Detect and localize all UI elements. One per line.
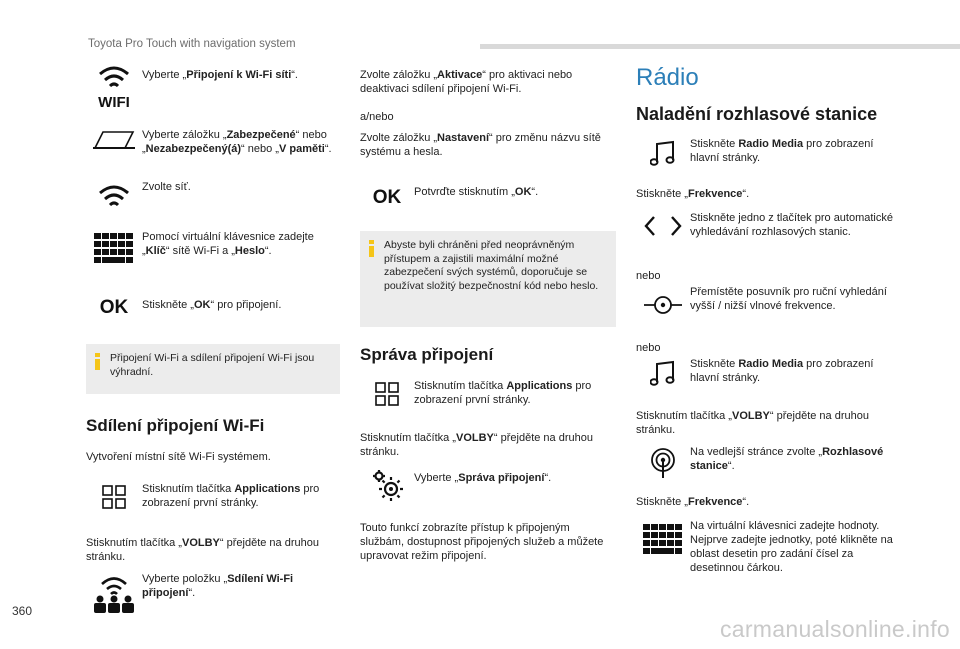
section-title: Sdílení připojení Wi-Fi: [86, 416, 265, 435]
section-intro: Vytvoření místní sítě Wi-Fi systémem.: [86, 451, 271, 463]
wifi-icon-text: WIFI: [98, 94, 130, 110]
chevrons-left-right-icon: [636, 211, 690, 241]
step-text: Stisknutím tlačítka Applications pro zobrazení první stránky.: [142, 483, 320, 509]
slider-icon: [636, 285, 690, 325]
step-connection-management: [360, 467, 616, 513]
paragraph-or: nebo: [636, 270, 661, 282]
header-rule: [480, 44, 960, 49]
step-radio-media: [636, 357, 898, 401]
wifi-sharing-icon: [86, 572, 142, 616]
step-select-wifi: [86, 62, 340, 122]
info-icon: [369, 240, 374, 257]
paragraph: Stisknutím tlačítka „VOLBY“ přejděte na druhou stránku.: [86, 537, 319, 563]
step-text: Vyberte záložku „Zabezpečené“ nebo „Nezabezpečený(á)“ nebo „V paměti“.: [142, 129, 332, 155]
step-auto-search: [636, 211, 898, 263]
step-text: Vyberte položku „Sdílení Wi-Fi připojení“.: [142, 573, 294, 599]
ok-icon: [86, 292, 142, 320]
step-text: Na virtuální klávesnici zadejte hodnoty. Nejprve zadejte jednotky, poté klikněte na oblast desetin pro zadání čísel za desetinnou čárkou.: [690, 520, 893, 574]
step-radio-media: [636, 137, 898, 181]
step-press-ok: [86, 292, 340, 336]
step-applications: [86, 482, 340, 528]
ok-icon-text: OK: [372, 187, 402, 207]
music-note-icon: [636, 357, 690, 391]
paragraph: Stiskněte „Frekvence“.: [636, 496, 750, 508]
step-text: Vyberte „Připojení k Wi-Fi síti“.: [142, 69, 298, 81]
step-text: Stiskněte jedno z tlačítek pro automatické vyhledávání rozhlasových stanic.: [690, 212, 893, 238]
wifi-icon: [86, 62, 142, 112]
music-note-icon: [636, 137, 690, 171]
step-text: Vyberte „Správa připojení“.: [414, 472, 552, 484]
info-note: Abyste byli chráněni před neoprávněným přístupem a zajistili maximální možné zabezpečení svých systémů, doporučuje se používat složitý bezpečnostní kód nebo heslo.: [360, 231, 616, 327]
paragraph-or: a/nebo: [360, 111, 394, 123]
watermark: carmanualsonline.info: [719, 616, 950, 642]
paragraph: Touto funkcí zobrazíte přístup k připojeným službám, dostupnost připojených služeb a můžete upravovat režim připojení.: [360, 522, 604, 562]
applications-icon: [360, 379, 414, 409]
step-text: Pomocí virtuální klávesnice zadejte „Klíč“ sítě Wi-Fi a „Heslo“.: [142, 231, 314, 257]
step-enter-key: [86, 230, 340, 282]
step-text: Zvolte síť.: [142, 181, 191, 193]
info-note: Připojení Wi-Fi a sdílení připojení Wi-Fi jsou výhradní.: [86, 344, 340, 394]
column-1: [86, 62, 340, 622]
keyboard-icon: [636, 519, 690, 559]
column-2: [360, 62, 616, 563]
chapter-heading: Rádio: [636, 64, 699, 91]
page-number: 360: [12, 604, 33, 618]
ok-icon-text: OK: [99, 297, 129, 317]
step-text: Stiskněte Radio Media pro zobrazení hlavní stránky.: [690, 138, 874, 164]
applications-icon: [86, 482, 142, 512]
settings-icon: [360, 467, 414, 503]
paragraph: Zvolte záložku „Nastavení“ pro změnu názvu sítě systému a hesla.: [360, 132, 601, 158]
step-security-tab: [86, 128, 340, 176]
step-text: Na vedlejší stránce zvolte „Rozhlasové stanice“.: [690, 446, 884, 472]
section-title: Správa připojení: [360, 345, 494, 364]
paragraph: Zvolte záložku „Aktivace“ pro aktivaci nebo deaktivaci sdílení připojení Wi-Fi.: [360, 69, 573, 95]
running-header: Toyota Pro Touch with navigation system: [88, 38, 296, 50]
wifi-signal-icon: [86, 180, 142, 214]
info-icon: [95, 353, 100, 370]
step-text: Přemístěte posuvník pro ruční vyhledání vyšší / nižší vlnové frekvence.: [690, 286, 887, 312]
paragraph: Stisknutím tlačítka „VOLBY“ přejděte na druhou stránku.: [636, 410, 869, 436]
step-applications: [360, 379, 616, 425]
step-wifi-sharing: [86, 572, 340, 622]
column-3: [636, 62, 898, 593]
step-enter-frequency: [636, 519, 898, 593]
section-title: Naladění rozhlasové stanice: [636, 104, 878, 124]
step-manual-search: [636, 285, 898, 337]
ok-icon: [360, 181, 414, 211]
step-choose-network: [86, 180, 340, 226]
step-text: Stiskněte „OK“ pro připojení.: [142, 299, 282, 311]
step-confirm-ok: [360, 181, 616, 231]
paragraph: Stiskněte „Frekvence“.: [636, 188, 750, 200]
step-text: Stiskněte Radio Media pro zobrazení hlavní stránky.: [690, 358, 874, 384]
step-radio-stations: [636, 445, 898, 489]
tab-icon: [86, 128, 142, 152]
paragraph: Stisknutím tlačítka „VOLBY“ přejděte na druhou stránku.: [360, 432, 593, 458]
keyboard-icon: [86, 230, 142, 266]
step-text: Potvrďte stisknutím „OK“.: [414, 186, 539, 198]
radio-antenna-icon: [636, 445, 690, 481]
paragraph-or: nebo: [636, 342, 661, 354]
step-text: Stisknutím tlačítka Applications pro zobrazení první stránky.: [414, 380, 592, 406]
